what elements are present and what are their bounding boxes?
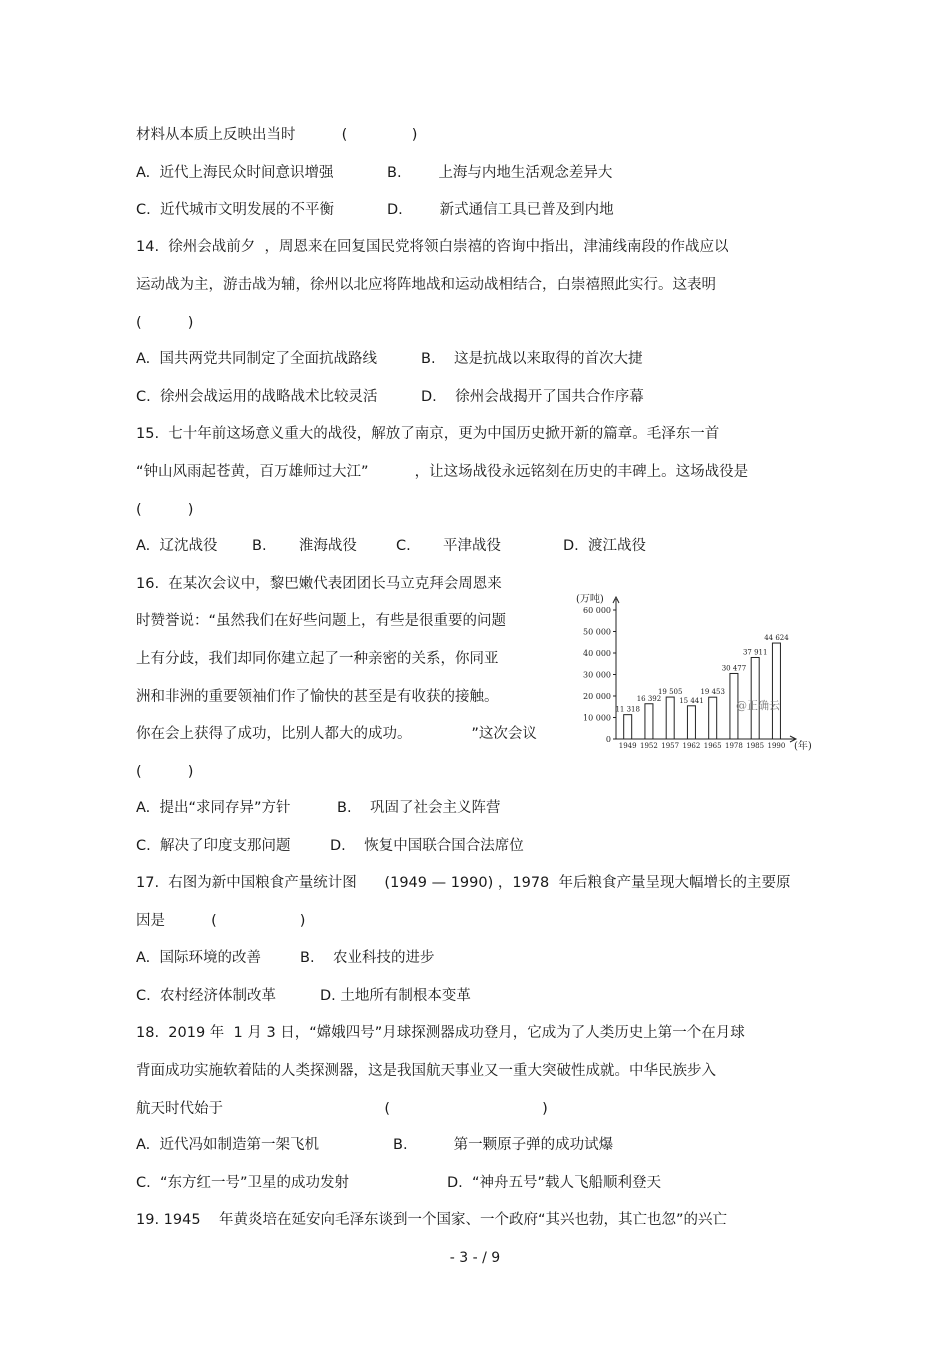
bar xyxy=(624,715,632,739)
x-tick-label: 1965 xyxy=(703,742,722,750)
x-axis-label: (年) xyxy=(794,741,812,752)
bar-value-label: 19 453 xyxy=(700,688,725,697)
y-axis-label: (万吨) xyxy=(576,594,604,605)
option-text: 上海与内地生活观念差异大 xyxy=(438,165,613,181)
q15-answer-paren: ( ) xyxy=(136,502,194,518)
option-text: 近代城市文明发展的不平衡 xyxy=(159,202,334,218)
option-text: 土地所有制根本变革 xyxy=(340,988,471,1004)
option-letter: B. xyxy=(300,950,315,966)
option-text: 新式通信工具已普及到内地 xyxy=(439,202,614,218)
q17-option-b xyxy=(300,948,435,968)
option-text: 第一颗原子弹的成功试爆 xyxy=(453,1137,614,1153)
q18-line-2: 背面成功实施软着陆的人类探测器，这是我国航天事业又一重大突破性成就。中华民族步入 xyxy=(136,1063,716,1079)
option-text: 徐州会战揭开了国共合作序幕 xyxy=(455,389,644,405)
option-text: 近代冯如制造第一架飞机 xyxy=(159,1137,319,1153)
q15-option-a xyxy=(136,536,218,556)
x-tick-label: 1962 xyxy=(682,742,701,750)
q15-line-1: 15. 七十年前这场意义重大的战役，解放了南京，更为中国历史掀开新的篇章。毛泽东一首 xyxy=(136,426,720,442)
q14-option-d xyxy=(421,387,644,407)
option-text: 辽沈战役 xyxy=(159,538,218,554)
page-number: - 3 - / 9 xyxy=(449,1250,501,1266)
q14-line-2: 运动战为主，游击战为辅，徐州以北应将阵地战和运动战相结合，白崇禧照此实行。这表明 xyxy=(136,277,716,293)
option-letter: D. xyxy=(563,538,579,554)
option-letter: A. xyxy=(136,165,151,181)
option-letter: A. xyxy=(136,351,151,367)
q13-option-b xyxy=(387,163,612,183)
option-text: “神舟五号”载人飞船顺利登天 xyxy=(472,1175,662,1191)
option-letter: B. xyxy=(337,800,352,816)
option-text: 提出“求同存异”方针 xyxy=(159,800,291,816)
option-letter: D. xyxy=(421,389,437,405)
option-letter: B. xyxy=(421,351,436,367)
option-text: 这是抗战以来取得的首次大捷 xyxy=(454,351,643,367)
q15-option-d xyxy=(563,536,646,556)
watermark-text: @正确云 xyxy=(736,699,780,712)
bar xyxy=(772,643,780,739)
option-letter: D. xyxy=(387,202,403,218)
option-text: 解决了印度支那问题 xyxy=(159,838,291,854)
y-tick-label: 40 000 xyxy=(583,649,611,658)
bar-value-label: 16 392 xyxy=(636,694,662,703)
q18-option-a xyxy=(136,1135,319,1155)
q16-line-2: 时赞誉说：“虽然我们在好些问题上，有些是很重要的问题 xyxy=(136,613,507,629)
q15-option-b xyxy=(252,536,357,556)
q14-line-1: 14. 徐州会战前夕 ，周恩来在回复国民党将领白崇禧的咨询中指出，津浦线南段的作战应以 xyxy=(136,239,729,255)
q14-option-b xyxy=(421,349,643,369)
q14-option-a xyxy=(136,349,377,369)
option-letter: C. xyxy=(136,838,151,854)
q14-answer-paren: ( ) xyxy=(136,315,194,331)
q13-option-d xyxy=(387,200,614,220)
option-letter: D. xyxy=(447,1175,463,1191)
option-letter: A. xyxy=(136,950,151,966)
q16-answer-paren: ( ) xyxy=(136,764,194,780)
bar xyxy=(645,704,653,739)
option-text: 淮海战役 xyxy=(298,538,357,554)
q16-option-b xyxy=(337,798,501,818)
x-tick-label: 1949 xyxy=(618,742,637,750)
option-letter: C. xyxy=(136,1175,151,1191)
q13-option-c xyxy=(136,200,334,220)
q13-tail: 材料从本质上反映出当时 ( ) xyxy=(136,127,418,143)
bar xyxy=(709,697,717,739)
option-text: 徐州会战运用的战略战术比较灵活 xyxy=(159,389,378,405)
q15-option-c xyxy=(396,536,501,556)
option-letter: A. xyxy=(136,800,151,816)
q13-option-a xyxy=(136,163,334,183)
option-letter: C. xyxy=(396,538,411,554)
q14-option-c xyxy=(136,387,377,407)
x-tick-label: 1952 xyxy=(640,742,658,750)
q16-option-c xyxy=(136,836,290,856)
x-tick-label: 1978 xyxy=(725,742,743,750)
bar-value-label: 30 477 xyxy=(721,664,747,673)
grain-output-chart xyxy=(568,585,848,760)
option-text: 巩固了社会主义阵营 xyxy=(370,800,501,816)
option-text: 农村经济体制改革 xyxy=(159,988,276,1004)
x-tick-label: 1957 xyxy=(661,742,680,750)
option-text: 国际环境的改善 xyxy=(159,950,261,966)
option-text: 恢复中国联合国合法席位 xyxy=(364,838,524,854)
option-letter: C. xyxy=(136,389,151,405)
option-text: 渡江战役 xyxy=(588,538,646,554)
option-letter: D. xyxy=(320,988,336,1004)
option-letter: B. xyxy=(387,165,402,181)
option-text: “东方红一号”卫星的成功发射 xyxy=(159,1175,349,1191)
q17-option-a xyxy=(136,948,261,968)
option-letter: B. xyxy=(252,538,267,554)
q16-line-1: 16. 在某次会议中，黎巴嫩代表团团长马立克拜会周恩来 xyxy=(136,576,502,592)
q16-option-a xyxy=(136,798,291,818)
x-tick-label: 1990 xyxy=(767,742,786,750)
q18-option-d xyxy=(447,1173,661,1193)
option-letter: A. xyxy=(136,538,151,554)
q18-line-3: 航天时代始于 ( ) xyxy=(136,1101,548,1117)
q18-option-b xyxy=(393,1135,613,1155)
bar-value-label: 11 318 xyxy=(615,705,640,714)
option-text: 农业科技的进步 xyxy=(333,950,435,966)
bar-value-label: 37 911 xyxy=(742,648,768,657)
q18-option-c xyxy=(136,1173,349,1193)
bar xyxy=(687,706,695,739)
x-tick-label: 1985 xyxy=(746,742,765,750)
bar-value-label: 44 624 xyxy=(764,634,789,643)
q17-option-c xyxy=(136,986,276,1006)
y-tick-label: 50 000 xyxy=(583,627,611,637)
option-letter: C. xyxy=(136,988,151,1004)
option-letter: B. xyxy=(393,1137,408,1153)
option-text: 近代上海民众时间意识增强 xyxy=(159,165,334,181)
q16-line-5: 你在会上获得了成功，比别人都大的成功。 ”这次会议 xyxy=(136,726,537,742)
y-tick-label: 10 000 xyxy=(583,713,611,723)
q17-line-2: 因是 ( ) xyxy=(136,913,306,929)
q16-line-4: 洲和非洲的重要领袖们作了愉快的甚至是有收获的接触。 xyxy=(136,689,499,705)
q19-line-1: 19. 1945 年黄炎培在延安向毛泽东谈到一个国家、一个政府“其兴也勃，其亡也忽”的兴亡 xyxy=(136,1212,728,1228)
option-letter: C. xyxy=(136,202,151,218)
q16-option-d xyxy=(330,836,524,856)
bar xyxy=(666,697,674,739)
option-letter: A. xyxy=(136,1137,151,1153)
q18-line-1: 18. 2019 年 1 月 3 日，“嫦娥四号”月球探测器成功登月，它成为了人类历史上第一个在月球 xyxy=(136,1025,745,1041)
q17-line-1: 17. 右图为新中国粮食产量统计图 (1949 — 1990) ，1978 年后粮食产量呈现大幅增长的主要原 xyxy=(136,875,791,891)
q16-line-3: 上有分歧，我们却同你建立起了一种亲密的关系，你同亚 xyxy=(136,651,499,667)
option-text: 平津战役 xyxy=(443,538,501,554)
bar-value-label: 19 505 xyxy=(657,688,683,697)
y-tick-label: 60 000 xyxy=(583,606,611,615)
option-text: 国共两党共同制定了全面抗战路线 xyxy=(159,351,377,367)
y-tick-label: 30 000 xyxy=(583,670,611,680)
q15-line-2: “钟山风雨起苍黄，百万雄师过大江” ，让这场战役永远铭刻在历史的丰碑上。这场战役是 xyxy=(136,464,749,480)
bar-value-label: 15 441 xyxy=(679,696,704,705)
y-tick-label: 20 000 xyxy=(583,692,611,701)
y-tick-label: 0 xyxy=(605,735,611,744)
option-letter: D. xyxy=(330,838,346,854)
q17-option-d xyxy=(320,986,471,1006)
